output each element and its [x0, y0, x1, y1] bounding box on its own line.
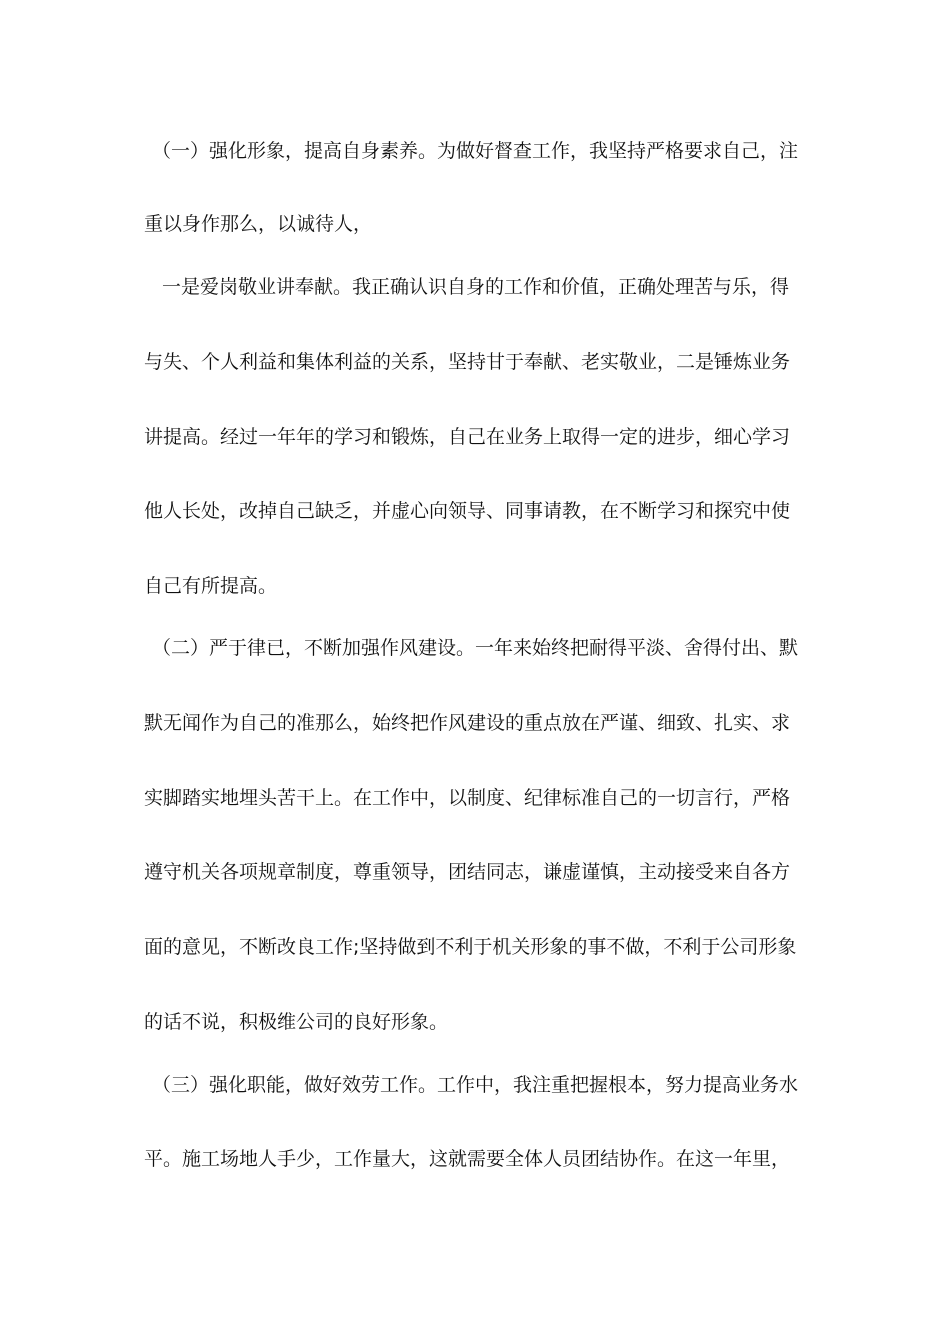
text-line: （一）强化形象，提高自身素养。为做好督查工作，我坚持严格要求自己，注 — [152, 140, 799, 162]
text-line: 遵守机关各项规章制度，尊重领导，团结同志，谦虚谨慎，主动接受来自各方 — [144, 861, 791, 883]
text-line: 实脚踏实地埋头苦干上。在工作中，以制度、纪律标准自己的一切言行，严格 — [144, 787, 791, 809]
text-line: 平。施工场地人手少，工作量大，这就需要全体人员团结协作。在这一年里， — [144, 1148, 791, 1170]
text-line: 一是爱岗敬业讲奉献。我正确认识自身的工作和价值，正确处理苦与乐，得 — [162, 276, 790, 298]
text-line: 重以身作那么，以诚待人， — [144, 213, 373, 235]
text-line: （二）严于律已，不断加强作风建设。一年来始终把耐得平淡、舍得付出、默 — [152, 637, 799, 659]
text-line: 自己有所提高。 — [144, 575, 278, 597]
text-line: 的话不说，积极维公司的良好形象。 — [144, 1011, 449, 1033]
text-line: 面的意见，不断改良工作;坚持做到不利于机关形象的事不做，不利于公司形象 — [144, 936, 797, 958]
text-line: 默无闻作为自己的准那么，始终把作风建设的重点放在严谨、细致、扎实、求 — [144, 712, 791, 734]
text-line: 与失、个人利益和集体利益的关系，坚持甘于奉献、老实敬业，二是锤炼业务 — [144, 351, 791, 373]
text-line: 他人长处，改掉自己缺乏，并虚心向领导、同事请教，在不断学习和探究中使 — [144, 500, 791, 522]
text-line: （三）强化职能，做好效劳工作。工作中，我注重把握根本，努力提高业务水 — [152, 1074, 799, 1096]
text-line: 讲提高。经过一年年的学习和锻炼，自己在业务上取得一定的进步，细心学习 — [144, 426, 791, 448]
